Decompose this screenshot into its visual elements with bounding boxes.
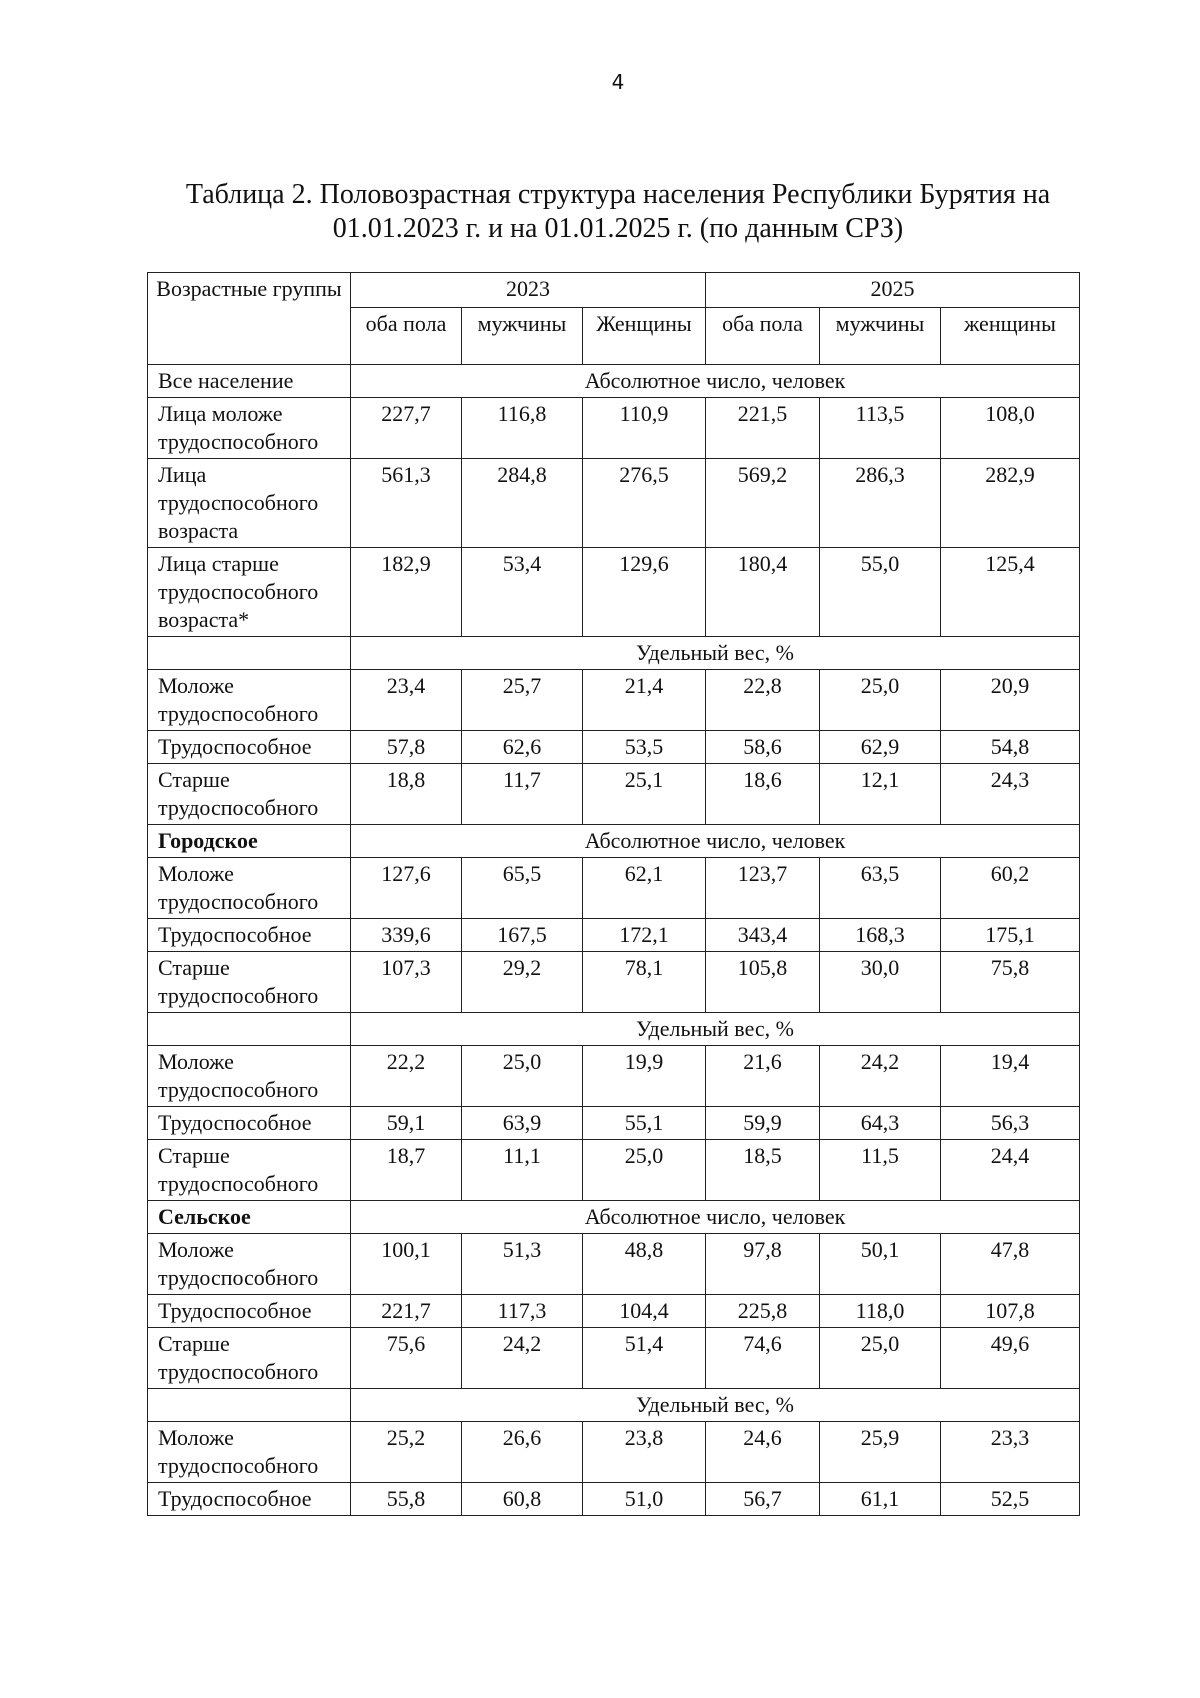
value-cell: 56,7 — [706, 1483, 820, 1516]
value-cell: 62,1 — [583, 858, 706, 919]
section-row — [148, 1201, 1080, 1234]
value-cell: 30,0 — [820, 952, 941, 1013]
table-row — [148, 952, 1080, 1013]
value-cell: 23,4 — [351, 670, 462, 731]
value-cell: 55,0 — [820, 548, 941, 637]
value-cell: 78,1 — [583, 952, 706, 1013]
row-label: Старше трудоспособного — [148, 1140, 351, 1201]
value-cell: 61,1 — [820, 1483, 941, 1516]
value-cell: 74,6 — [706, 1328, 820, 1389]
value-cell: 53,5 — [583, 731, 706, 764]
row-label: Лица старше трудоспособного возраста* — [148, 548, 351, 637]
subcol-header: мужчины — [462, 308, 583, 365]
subcol-header: мужчины — [820, 308, 941, 365]
value-cell: 75,8 — [941, 952, 1080, 1013]
value-cell: 51,4 — [583, 1328, 706, 1389]
value-cell: 339,6 — [351, 919, 462, 952]
value-cell: 129,6 — [583, 548, 706, 637]
row-label: Лица моложе трудоспособного — [148, 398, 351, 459]
value-cell: 227,7 — [351, 398, 462, 459]
value-cell: 107,3 — [351, 952, 462, 1013]
value-cell: 53,4 — [462, 548, 583, 637]
page-number: 4 — [611, 70, 625, 94]
section-label: Городское — [148, 825, 351, 858]
row-label: Трудоспособное — [148, 1483, 351, 1516]
table-row — [148, 1140, 1080, 1201]
value-cell: 75,6 — [351, 1328, 462, 1389]
section-label — [148, 1013, 351, 1046]
table-row — [148, 1046, 1080, 1107]
value-cell: 25,1 — [583, 764, 706, 825]
value-cell: 54,8 — [941, 731, 1080, 764]
table-row — [148, 1328, 1080, 1389]
value-cell: 58,6 — [706, 731, 820, 764]
value-cell: 59,9 — [706, 1107, 820, 1140]
value-cell: 57,8 — [351, 731, 462, 764]
value-cell: 21,4 — [583, 670, 706, 731]
value-cell: 225,8 — [706, 1295, 820, 1328]
year-2025-header: 2025 — [706, 273, 1080, 308]
value-cell: 125,4 — [941, 548, 1080, 637]
value-cell: 100,1 — [351, 1234, 462, 1295]
value-cell: 62,6 — [462, 731, 583, 764]
value-cell: 561,3 — [351, 459, 462, 548]
table-row — [148, 1483, 1080, 1516]
value-cell: 116,8 — [462, 398, 583, 459]
table-row — [148, 398, 1080, 459]
row-label: Трудоспособное — [148, 1295, 351, 1328]
section-row — [148, 1013, 1080, 1046]
row-label: Моложе трудоспособного — [148, 1234, 351, 1295]
value-cell: 51,3 — [462, 1234, 583, 1295]
row-label: Трудоспособное — [148, 919, 351, 952]
value-cell: 276,5 — [583, 459, 706, 548]
row-label: Старше трудоспособного — [148, 764, 351, 825]
value-cell: 18,7 — [351, 1140, 462, 1201]
value-cell: 123,7 — [706, 858, 820, 919]
table-row — [148, 1107, 1080, 1140]
row-label: Моложе трудоспособного — [148, 1422, 351, 1483]
row-label: Трудоспособное — [148, 731, 351, 764]
table-row — [148, 919, 1080, 952]
section-label — [148, 637, 351, 670]
value-cell: 11,7 — [462, 764, 583, 825]
value-cell: 168,3 — [820, 919, 941, 952]
value-cell: 26,6 — [462, 1422, 583, 1483]
section-row — [148, 1389, 1080, 1422]
value-cell: 23,8 — [583, 1422, 706, 1483]
section-label: Все население — [148, 365, 351, 398]
value-cell: 18,6 — [706, 764, 820, 825]
value-cell: 50,1 — [820, 1234, 941, 1295]
value-cell: 56,3 — [941, 1107, 1080, 1140]
section-caption: Абсолютное число, человек — [351, 365, 1080, 398]
value-cell: 24,4 — [941, 1140, 1080, 1201]
value-cell: 180,4 — [706, 548, 820, 637]
table-row — [148, 670, 1080, 731]
value-cell: 22,2 — [351, 1046, 462, 1107]
value-cell: 25,2 — [351, 1422, 462, 1483]
value-cell: 63,9 — [462, 1107, 583, 1140]
value-cell: 47,8 — [941, 1234, 1080, 1295]
value-cell: 25,7 — [462, 670, 583, 731]
value-cell: 569,2 — [706, 459, 820, 548]
value-cell: 29,2 — [462, 952, 583, 1013]
value-cell: 221,7 — [351, 1295, 462, 1328]
value-cell: 25,0 — [820, 1328, 941, 1389]
row-label: Моложе трудоспособного — [148, 1046, 351, 1107]
value-cell: 60,2 — [941, 858, 1080, 919]
row-label: Лица трудоспособного возраста — [148, 459, 351, 548]
value-cell: 65,5 — [462, 858, 583, 919]
value-cell: 11,1 — [462, 1140, 583, 1201]
table-row — [148, 1422, 1080, 1483]
value-cell: 23,3 — [941, 1422, 1080, 1483]
value-cell: 55,1 — [583, 1107, 706, 1140]
population-structure-table — [147, 272, 1080, 1516]
value-cell: 172,1 — [583, 919, 706, 952]
value-cell: 110,9 — [583, 398, 706, 459]
value-cell: 175,1 — [941, 919, 1080, 952]
value-cell: 282,9 — [941, 459, 1080, 548]
section-caption: Удельный вес, % — [351, 1013, 1080, 1046]
subcol-header: женщины — [941, 308, 1080, 365]
table-row — [148, 459, 1080, 548]
value-cell: 113,5 — [820, 398, 941, 459]
value-cell: 18,5 — [706, 1140, 820, 1201]
value-cell: 24,3 — [941, 764, 1080, 825]
value-cell: 63,5 — [820, 858, 941, 919]
section-caption: Абсолютное число, человек — [351, 825, 1080, 858]
value-cell: 284,8 — [462, 459, 583, 548]
subcol-header: Женщины — [583, 308, 706, 365]
value-cell: 60,8 — [462, 1483, 583, 1516]
value-cell: 19,4 — [941, 1046, 1080, 1107]
value-cell: 105,8 — [706, 952, 820, 1013]
value-cell: 12,1 — [820, 764, 941, 825]
value-cell: 182,9 — [351, 548, 462, 637]
subcol-header: оба пола — [706, 308, 820, 365]
value-cell: 25,0 — [462, 1046, 583, 1107]
header-row-years — [148, 273, 1080, 308]
table-row — [148, 1295, 1080, 1328]
section-caption: Абсолютное число, человек — [351, 1201, 1080, 1234]
row-label: Моложе трудоспособного — [148, 670, 351, 731]
value-cell: 52,5 — [941, 1483, 1080, 1516]
value-cell: 62,9 — [820, 731, 941, 764]
row-label: Трудоспособное — [148, 1107, 351, 1140]
value-cell: 97,8 — [706, 1234, 820, 1295]
section-label: Сельское — [148, 1201, 351, 1234]
table-row — [148, 858, 1080, 919]
value-cell: 104,4 — [583, 1295, 706, 1328]
value-cell: 21,6 — [706, 1046, 820, 1107]
value-cell: 49,6 — [941, 1328, 1080, 1389]
value-cell: 167,5 — [462, 919, 583, 952]
value-cell: 343,4 — [706, 919, 820, 952]
section-row — [148, 825, 1080, 858]
row-label: Старше трудоспособного — [148, 1328, 351, 1389]
year-2023-header: 2023 — [351, 273, 706, 308]
value-cell: 24,6 — [706, 1422, 820, 1483]
value-cell: 117,3 — [462, 1295, 583, 1328]
value-cell: 59,1 — [351, 1107, 462, 1140]
value-cell: 24,2 — [462, 1328, 583, 1389]
value-cell: 108,0 — [941, 398, 1080, 459]
table-row — [148, 731, 1080, 764]
value-cell: 24,2 — [820, 1046, 941, 1107]
table-title: Таблица 2. Половозрастная структура населения Республики Бурятия на 01.01.2023 г. и на 01.01.2025 г. (по данным СРЗ) — [185, 179, 1051, 244]
value-cell: 127,6 — [351, 858, 462, 919]
value-cell: 221,5 — [706, 398, 820, 459]
table-row — [148, 1234, 1080, 1295]
section-row — [148, 637, 1080, 670]
age-groups-header: Возрастные группы — [148, 273, 351, 365]
subcol-header: оба пола — [351, 308, 462, 365]
value-cell: 22,8 — [706, 670, 820, 731]
value-cell: 118,0 — [820, 1295, 941, 1328]
row-label: Моложе трудоспособного — [148, 858, 351, 919]
value-cell: 18,8 — [351, 764, 462, 825]
table-row — [148, 764, 1080, 825]
value-cell: 48,8 — [583, 1234, 706, 1295]
row-label: Старше трудоспособного — [148, 952, 351, 1013]
section-row — [148, 365, 1080, 398]
section-caption: Удельный вес, % — [351, 1389, 1080, 1422]
section-caption: Удельный вес, % — [351, 637, 1080, 670]
value-cell: 25,0 — [820, 670, 941, 731]
table-row — [148, 548, 1080, 637]
value-cell: 25,9 — [820, 1422, 941, 1483]
value-cell: 19,9 — [583, 1046, 706, 1107]
value-cell: 20,9 — [941, 670, 1080, 731]
value-cell: 11,5 — [820, 1140, 941, 1201]
value-cell: 64,3 — [820, 1107, 941, 1140]
value-cell: 55,8 — [351, 1483, 462, 1516]
section-label — [148, 1389, 351, 1422]
value-cell: 51,0 — [583, 1483, 706, 1516]
value-cell: 286,3 — [820, 459, 941, 548]
value-cell: 25,0 — [583, 1140, 706, 1201]
value-cell: 107,8 — [941, 1295, 1080, 1328]
